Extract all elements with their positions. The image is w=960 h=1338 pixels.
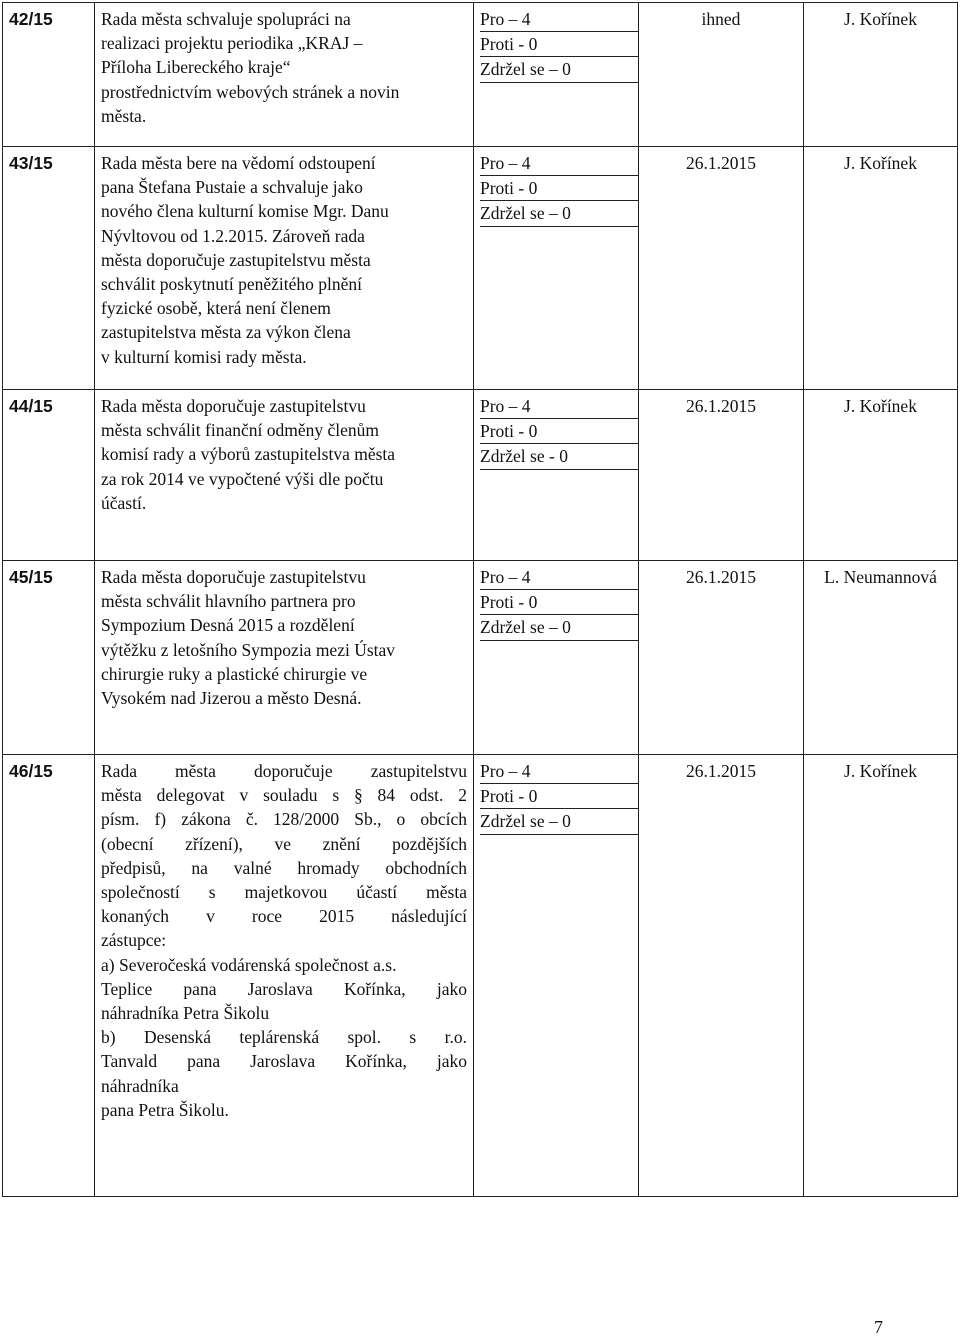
resolution-row	[3, 390, 958, 561]
responsible-person: J. Kořínek	[804, 147, 958, 390]
resolution-text: Rada města bere na vědomí odstoupení pana Štefana Pustaie a schvaluje jako nového člena kulturní komise Mgr. Danu Nývltovou od 1.2.2015. Zároveň rada města doporučuje zastupitelstvu města schválit poskytnutí peněžitého plnění fyzické osobě, která není členem zastupitelstva města za výkon člena v kulturní komisi rady města.	[95, 147, 474, 390]
responsible-person: J. Kořínek	[804, 755, 958, 1197]
resolution-number: 46/15	[3, 755, 95, 1197]
vote-result	[474, 755, 639, 1197]
resolution-number: 45/15	[3, 561, 95, 755]
vote-for: Pro – 4	[480, 396, 531, 416]
vote-for: Pro – 4	[480, 761, 531, 781]
resolutions-table	[2, 2, 958, 1197]
deadline: ihned	[639, 3, 804, 147]
deadline: 26.1.2015	[639, 755, 804, 1197]
resolution-text: Rada města schvaluje spolupráci na realizaci projektu periodika „KRAJ – Příloha Libereckého kraje“ prostřednictvím webových stránek a novin města.	[95, 3, 474, 147]
resolution-text: Rada města doporučuje zastupitelstvu města schválit hlavního partnera pro Sympozium Desná 2015 a rozdělení výtěžku z letošního Sympozia mezi Ústav chirurgie ruky a plastické chirurgie ve Vysokém nad Jizerou a město Desná.	[95, 561, 474, 755]
vote-abstain: Zdržel se – 0	[480, 808, 638, 834]
vote-against: Proti - 0	[480, 418, 638, 443]
vote-result	[474, 3, 639, 147]
responsible-person: J. Kořínek	[804, 3, 958, 147]
deadline: 26.1.2015	[639, 390, 804, 561]
vote-against: Proti - 0	[480, 589, 638, 614]
resolution-text: Rada města doporučuje zastupitelstvu města schválit finanční odměny členům komisí rady a výborů zastupitelstva města za rok 2014 ve vypočtené výši dle počtu účastí.	[95, 390, 474, 561]
resolution-row	[3, 755, 958, 1197]
responsible-person: J. Kořínek	[804, 390, 958, 561]
vote-against: Proti - 0	[480, 783, 638, 808]
deadline: 26.1.2015	[639, 561, 804, 755]
vote-result	[474, 390, 639, 561]
responsible-person: L. Neumannová	[804, 561, 958, 755]
vote-for: Pro – 4	[480, 153, 531, 173]
vote-abstain: Zdržel se - 0	[480, 443, 638, 469]
vote-result	[474, 147, 639, 390]
resolution-row	[3, 147, 958, 390]
resolution-number: 43/15	[3, 147, 95, 390]
resolution-number: 42/15	[3, 3, 95, 147]
vote-abstain: Zdržel se – 0	[480, 614, 638, 640]
vote-result	[474, 561, 639, 755]
vote-abstain: Zdržel se – 0	[480, 200, 638, 226]
deadline: 26.1.2015	[639, 147, 804, 390]
vote-for: Pro – 4	[480, 9, 531, 29]
page-number: 7	[874, 1317, 883, 1337]
resolution-number: 44/15	[3, 390, 95, 561]
resolution-row	[3, 3, 958, 147]
vote-against: Proti - 0	[480, 31, 638, 56]
vote-against: Proti - 0	[480, 175, 638, 200]
resolution-row	[3, 561, 958, 755]
vote-abstain: Zdržel se – 0	[480, 56, 638, 82]
vote-for: Pro – 4	[480, 567, 531, 587]
resolution-text: Rada města doporučuje zastupitelstvu města delegovat v souladu s § 84 odst. 2 písm. f) zákona č. 128/2000 Sb., o obcích (obecní zřízení), ve znění pozdějších předpisů, na valné hromady obchodních společností s majetkovou účastí města konaných v roce 2015 následující zástupce: a) Severočeská vodárenská společnost a.s. Teplice pana Jaroslava Kořínka, jako náhradníka Petra Šikolu b) Desenská teplárenská spol. s r.o. Tanvald pana Jaroslava Kořínka, jako náhradníka pana Petra Šikolu.	[95, 755, 474, 1197]
